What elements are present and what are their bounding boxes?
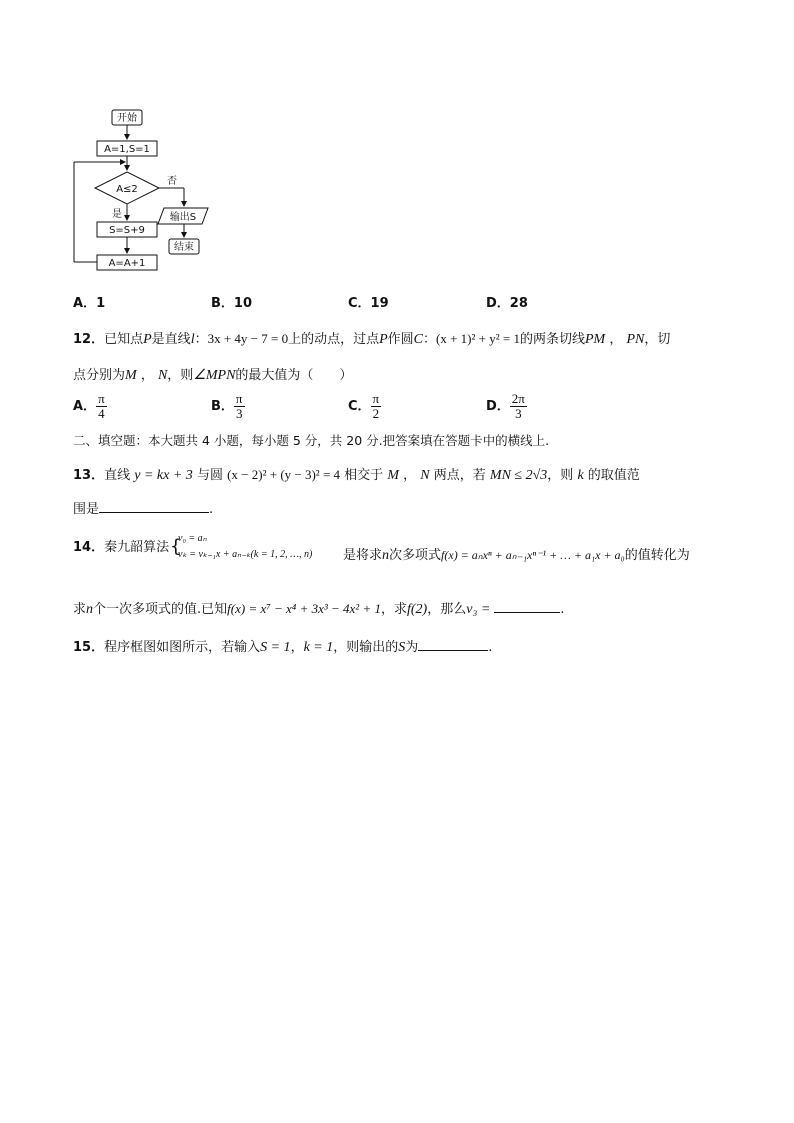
question-number: 12．	[73, 332, 105, 347]
option-value: 19	[370, 296, 389, 311]
flowchart-condition-label: A≤2	[116, 184, 138, 195]
q15-text: ，则输出的	[333, 640, 399, 655]
numerator: π	[235, 391, 243, 406]
q13-circle-equation: (x − 2)² + (y − 3)² = 4	[227, 467, 341, 482]
answer-blank	[494, 600, 560, 613]
q12-text: 上的动点，过点	[288, 332, 380, 347]
q12-line2: 点分别为M ， N，则∠MPN的最大值为（ ）	[73, 368, 353, 383]
q14-text: 求	[73, 602, 87, 617]
q11-option-c	[348, 292, 389, 311]
q14-var: n	[382, 548, 390, 563]
option-label: A．	[73, 296, 97, 311]
flowchart-init-label: A=1,S=1	[104, 144, 150, 155]
denominator: 3	[515, 406, 522, 421]
q13-var: N	[420, 468, 430, 483]
numerator: π	[98, 391, 105, 406]
q12-text: 点分别为	[73, 368, 126, 383]
option-label: B．	[211, 296, 234, 311]
q14-line2	[73, 598, 565, 618]
section-header: 二、填空题：本大题共 4 小题，每小题 5 分，共 20 分.把答案填在答题卡中的横线上.	[73, 433, 550, 448]
q12-var: C	[413, 332, 424, 347]
q13-text: 两点，若	[433, 468, 486, 483]
q13-text: .	[209, 502, 214, 517]
fraction	[371, 392, 382, 421]
q13-text: 与圆	[196, 468, 223, 483]
option-label: D．	[486, 399, 510, 414]
q13-var: M	[387, 468, 399, 483]
q12-var: PN	[626, 332, 645, 347]
q12-text: 已知点	[104, 332, 144, 347]
option-label: D．	[486, 296, 510, 311]
q12-var: P	[379, 332, 388, 347]
q12-text: 作圆	[387, 332, 414, 347]
q13-text: 围是	[73, 502, 100, 517]
q12-line1: 12．已知点P是直线l：3x + 4y − 7 = 0上的动点，过点P作圆C：(x + 1)² + y² = 1的两条切线PM ， PN，切	[73, 331, 671, 347]
q14-text: ，求	[380, 602, 407, 617]
q13-text: 相交于	[344, 468, 384, 483]
question-number: 15．	[73, 640, 105, 655]
flowchart	[60, 104, 230, 274]
q12-text: 的最大值为（ ）	[235, 368, 353, 383]
q14-expression: v₃ =	[466, 602, 491, 617]
fraction	[96, 392, 107, 421]
answer-blank	[418, 638, 488, 651]
q13-condition: MN ≤ 2√3	[489, 468, 548, 483]
q11-option-b	[211, 292, 252, 311]
denominator: 2	[372, 406, 380, 421]
q14-system-eq1: v₀ = aₙ	[178, 533, 207, 544]
q15-var: S	[398, 640, 406, 655]
q14-line1-rest	[343, 544, 690, 564]
q12-angle: ∠MPN	[193, 368, 236, 383]
q14-text: 秦九韶算法	[104, 540, 170, 555]
q15-text: 程序框图如图所示，若输入	[104, 640, 261, 655]
flowchart-start-label: 开始	[117, 113, 137, 124]
option-label: A．	[73, 399, 97, 414]
option-value: 28	[509, 296, 528, 311]
q12-option-c	[348, 392, 381, 421]
q14-text: 是将求	[343, 548, 383, 563]
q12-line-equation: ：3x + 4y − 7 = 0	[194, 331, 289, 346]
q13-line-equation: y = kx + 3	[134, 468, 193, 483]
flowchart-output-label: 输出S	[169, 212, 197, 223]
q13-text: 直线	[104, 468, 131, 483]
q13-text: ，则	[547, 468, 574, 483]
question-number: 14．	[73, 540, 105, 555]
q14-line1	[73, 536, 169, 555]
q12-var: M	[125, 368, 137, 383]
q11-option-a	[73, 292, 105, 311]
option-label: B．	[211, 399, 234, 414]
q13-line2	[73, 498, 213, 517]
q13-line1: 13．直线 y = kx + 3 与圆 (x − 2)² + (y − 3)² = 4 相交于 M ， N 两点，若 MN ≤ 2√3，则 k 的取值范	[73, 467, 640, 483]
denominator: 4	[98, 406, 105, 421]
q12-text: ，则	[167, 368, 194, 383]
q12-circle-equation: ：(x + 1)² + y² = 1	[423, 331, 520, 346]
denominator: 3	[235, 406, 243, 421]
q15-text: 为	[405, 640, 419, 655]
flowchart-end-label: 结束	[174, 242, 194, 253]
q14-var: n	[86, 602, 94, 617]
option-value: 1	[96, 296, 106, 311]
q14-system-eq2: vₖ = vₖ₋₁x + aₙ₋ₖ(k = 1, 2, …, n)	[178, 549, 313, 560]
flowchart-update-s-label: S=S+9	[109, 225, 145, 236]
q14-text: 的值转化为	[624, 548, 690, 563]
q12-text: ，切	[644, 332, 671, 347]
q14-text: 个一次多项式的值.已知	[93, 602, 228, 617]
q12-text: 是直线	[151, 332, 191, 347]
q14-polynomial: f(x) = aₙxⁿ + aₙ₋₁xⁿ⁻¹ + … + a₁x + a₀	[441, 548, 625, 562]
answer-blank	[99, 500, 209, 513]
q14-function: f(x) = x⁷ − x⁴ + 3x³ − 4x² + 1	[227, 601, 381, 616]
q14-expression: f(2)	[407, 602, 428, 617]
q13-text: 的取值范	[587, 468, 640, 483]
q12-option-a	[73, 392, 107, 421]
system-brace: {	[170, 536, 182, 557]
q14-text: .	[560, 602, 565, 617]
flowchart-update-a-label: A=A+1	[108, 258, 146, 269]
q13-var: k	[577, 468, 584, 483]
q15-expression: k = 1	[303, 640, 334, 655]
numerator: 2π	[511, 391, 525, 406]
fraction	[510, 392, 527, 421]
option-value: 10	[233, 296, 253, 311]
flowchart-no-label: 否	[167, 176, 177, 187]
question-number: 13．	[73, 468, 105, 483]
fraction	[234, 392, 245, 421]
numerator: π	[372, 391, 380, 406]
q12-var: P	[143, 332, 152, 347]
q15-text: .	[488, 640, 493, 655]
q15-text: ，	[290, 640, 304, 655]
option-label: C．	[348, 399, 371, 414]
q12-option-b	[211, 392, 245, 421]
q11-option-d	[486, 292, 528, 311]
q15-expression: S = 1	[260, 640, 291, 655]
q15-line	[73, 636, 492, 656]
flowchart-yes-label: 是	[112, 209, 122, 220]
q12-var: PM	[584, 332, 606, 347]
q12-option-d	[486, 392, 527, 421]
q12-text: 的两条切线	[519, 332, 585, 347]
q12-var: l	[190, 332, 195, 347]
q12-var: N	[157, 368, 168, 383]
q14-text: ，那么	[427, 602, 467, 617]
q14-text: 次多项式	[389, 548, 442, 563]
option-label: C．	[348, 296, 371, 311]
